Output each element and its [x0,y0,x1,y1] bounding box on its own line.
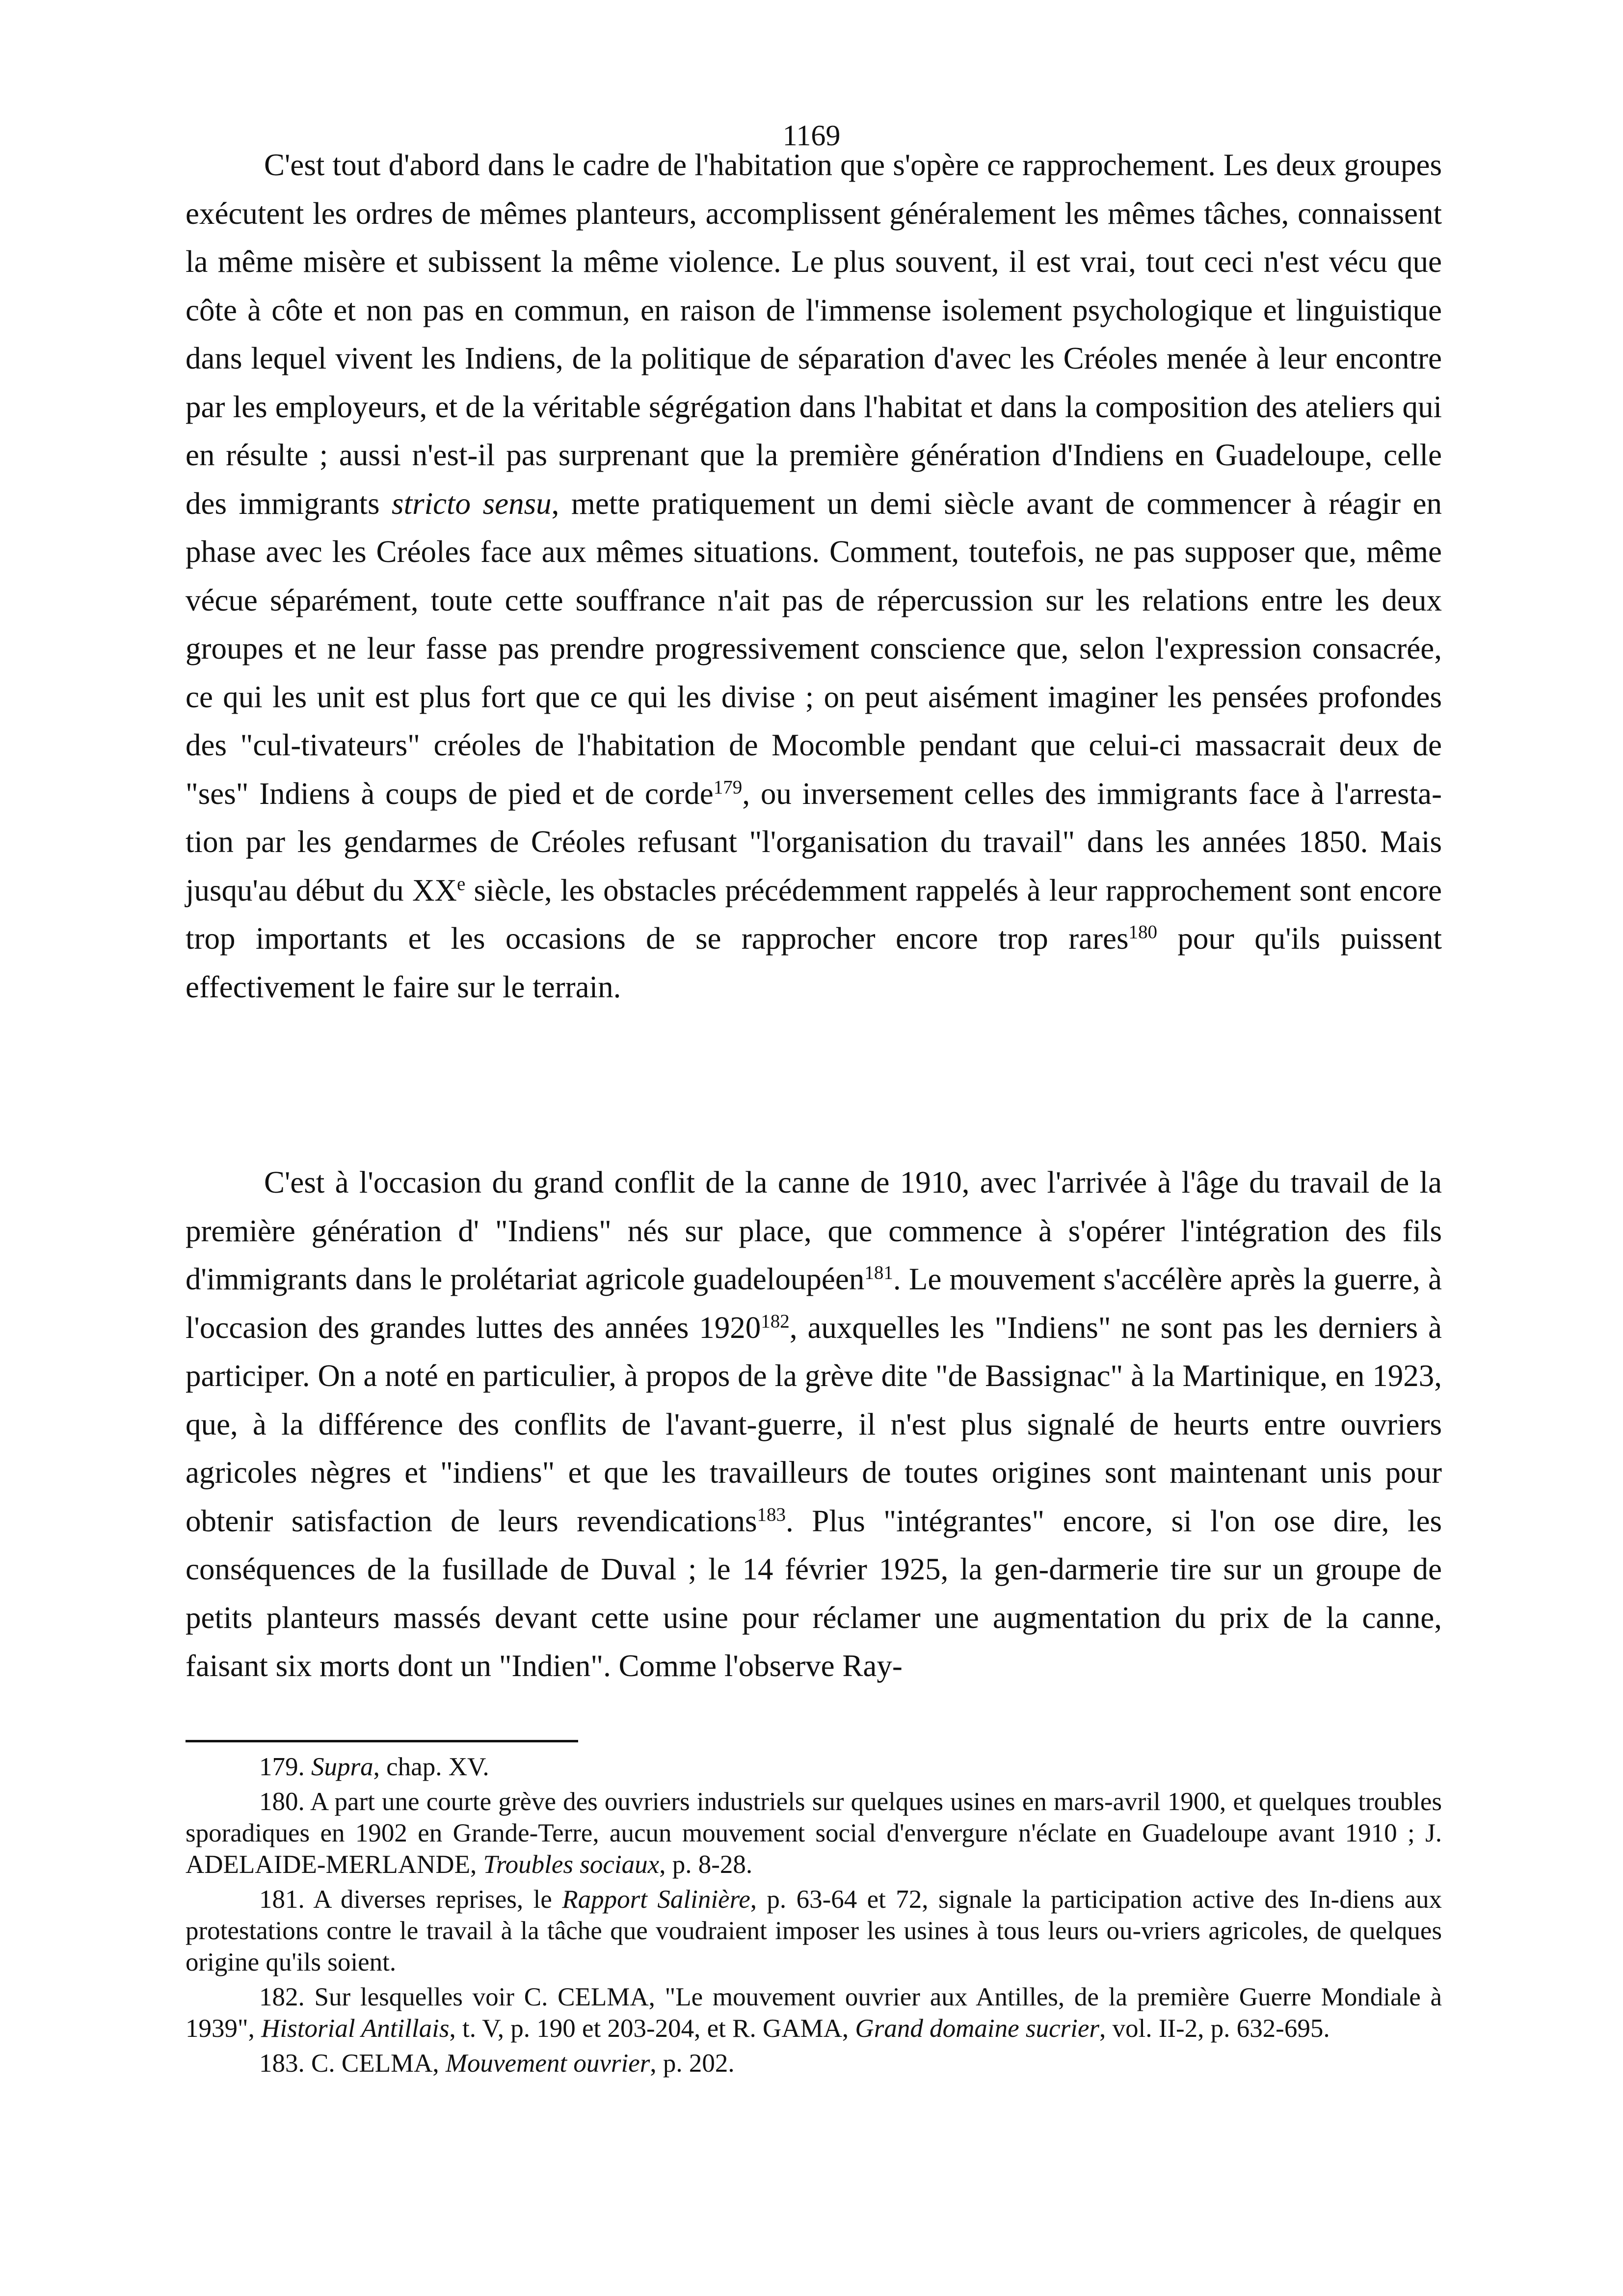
paragraph-1-text: , mette pratiquement un demi siècle avant de commencer à réagir en phase avec les Créoles face aux mêmes situations. Comment, toutefois, ne pas supposer que, même vécue séparément, toute cette souffrance n'ait pas de répercussion sur les relations entre les deux groupes et ne leur fasse pas prendre progressivement conscience que, selon l'expression consacrée, ce qui les unit est plus fort que ce qui les divise ; on peut aisément imaginer les pensées profondes des "cul-tivateurs" créoles de l'habitation de Mocomble pendant que celui-ci massacrait deux de "ses" Indiens à coups de pied et de corde [186,486,1442,811]
paragraph-2-text: . Le mouvement s'accélère après la guerre, à l'occasion des grandes luttes des années 1920 [186,1262,1442,1345]
footnote-text: A diverses reprises, le [313,1885,562,1914]
century-superscript: e [456,873,466,895]
page-number: 1169 [782,119,841,152]
footnote-italic-title: Rapport Salinière [562,1885,750,1914]
footnote-number: 180. [259,1788,310,1816]
paragraph-1-text: pour qu'ils puissent effectivement le faire sur le terrain. [186,921,1442,1004]
paragraph-1-text: , ou inversement celles des immigrants face à l'arresta-tion par les gendarmes de Créoles refusant "l'organisation du travail" dans les années 1850. Mais jusqu'au début du XX [186,776,1442,908]
paragraph-2 [186,1158,1442,1690]
footnote-text: , p. 202. [650,2049,735,2078]
footnote-separator [186,1740,578,1742]
paragraph-1-text: C'est tout d'abord dans le cadre de l'habitation que s'opère ce rapprochement. Les deux groupes exécutent les ordres de mêmes planteurs, accomplissent généralement les mêmes tâches, connaissent la même misère et subissent la même violence. Le plus souvent, il est vrai, tout ceci n'est vécu que côte à côte et non pas en commun, en raison de l'immense isolement psychologique et linguistique dans lequel vivent les Indiens, de la politique de séparation d'avec les Créoles menée à leur encontre par les employeurs, et de la véritable ségrégation dans l'habitat et dans la composition des ateliers qui en résulte ; aussi n'est-il pas surprenant que la première génération d'Indiens en Guadeloupe, celle des immigrants [186,148,1442,521]
paragraph-2-text: C'est à l'occasion du grand conflit de la canne de 1910, avec l'arrivée à l'âge du travail de la première génération d' "Indiens" nés sur place, que commence à s'opérer l'intégration des fils d'immigrants dans le prolétariat agricole guadeloupéen [186,1165,1442,1296]
footnote-2 [186,1786,1442,1880]
footnote-number: 181. [259,1885,314,1914]
footnote-text: , p. 8-28. [659,1850,753,1879]
footnote-number: 179. [259,1753,311,1781]
footnote-number: 183. [259,2049,311,2078]
footnote-italic-title: Supra [311,1753,373,1781]
italic-term: stricto sensu [392,486,552,521]
footnote-italic-title: Historial Antillais [261,2014,450,2043]
paragraph-2-text: , auxquelles les "Indiens" ne sont pas les derniers à participer. On a noté en particulier, à propos de la grève dite "de Bassignac" à la Martinique, en 1923, que, à la différence des conflits de l'avant-guerre, il n'est plus signalé de heurts entre ouvriers agricoles nègres et "indiens" et que les travailleurs de toutes origines sont maintenant unis pour obtenir satisfaction de leurs revendications [186,1310,1442,1538]
paragraph-1-text: siècle, les obstacles précédemment rappelés à leur rapprochement sont encore trop importants et les occasions de se rapprocher encore trop rares [186,873,1442,956]
footnote-text: , chap. XV. [373,1753,489,1781]
footnote-number: 182. [259,1983,315,2011]
footnote-text: , p. 63-64 et 72, signale la participation active des In-diens aux protestations contre le travail à la tâche que voudraient imposer les usines à tous leurs ou-vriers agricoles, de quelques origine qu'ils soient. [186,1885,1442,1976]
footnote-text: A part une courte grève des ouvriers industriels sur quelques usines en mars-avril 1900, et quelques troubles sporadiques en 1902 en Grande-Terre, aucun mouvement social d'envergure n'éclate en Guadeloupe avant 1910 ; J. ADELAIDE-MERLANDE, [186,1788,1442,1879]
footnotes [186,1751,1442,2082]
footnote-text: C. CELMA, [311,2049,446,2078]
footnote-ref-179: 179 [713,776,743,798]
footnote-ref-182: 182 [761,1310,790,1332]
footnote-ref-181: 181 [864,1262,893,1283]
paragraph-1 [186,141,1442,1011]
footnote-italic-title: Troubles sociaux [483,1850,660,1879]
paragraph-2-text: . Plus "intégrantes" encore, si l'on ose dire, les conséquences de la fusillade de Duval ; le 14 février 1925, la gen-darmerie tire sur un groupe de petits planteurs massés devant cette usine pour réclamer une augmentation du prix de la canne, faisant six morts dont un "Indien". Comme l'observe Ray- [186,1503,1442,1683]
footnote-1 [186,1751,1442,1783]
footnote-text: Sur lesquelles voir C. CELMA, "Le mouvement ouvrier aux Antilles, de la première Guerre Mondiale à 1939", [186,1983,1442,2043]
footnote-text: , t. V, p. 190 et 203-204, et R. GAMA, [449,2014,855,2043]
footnote-ref-183: 183 [757,1504,786,1525]
footnote-4 [186,1981,1442,2044]
footnote-ref-180: 180 [1128,921,1158,943]
footnote-text: , vol. II-2, p. 632-695. [1099,2014,1330,2043]
footnote-italic-title: Mouvement ouvrier [445,2049,650,2078]
footnote-3 [186,1884,1442,1978]
footnote-italic-title: Grand domaine sucrier [855,2014,1099,2043]
footnote-5 [186,2048,1442,2079]
